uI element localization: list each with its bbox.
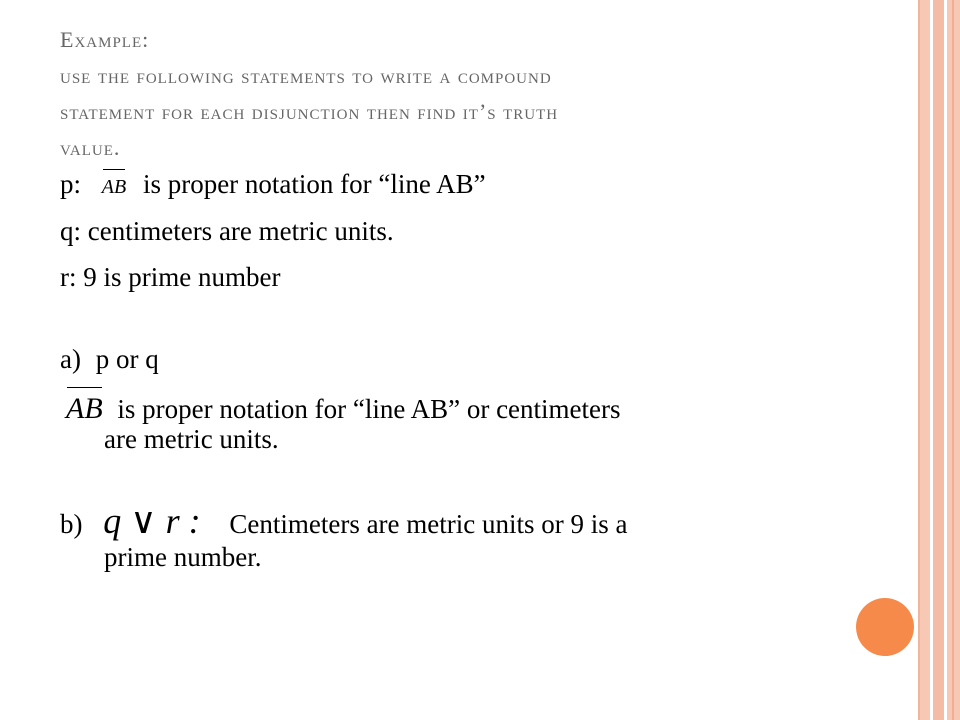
heading-line: statement for each disjunction then find it’s truth (60, 99, 559, 124)
part-a-answer-line2: are metric units. (104, 424, 279, 454)
slide-heading (60, 22, 820, 166)
part-a-answer-text: is proper notation for “line AB” or centimeters (117, 394, 621, 424)
accent-circle (856, 598, 914, 656)
part-a-label: a) (60, 344, 81, 374)
heading-line: value. (60, 135, 121, 160)
segment-ab-notation: AB (102, 168, 126, 199)
heading-title: Example: (60, 27, 150, 52)
statement-p (60, 168, 486, 200)
statement-p-label: p: (60, 169, 82, 199)
heading-line: use the following statements to write a compound (60, 63, 552, 88)
statement-q: q: centimeters are metric units. (60, 216, 394, 246)
decorative-stripe (944, 0, 947, 720)
part-a-question (60, 344, 159, 375)
decorative-side-band-inner (933, 0, 944, 720)
decorative-stripe (918, 0, 920, 720)
segment-ab-notation: AB (66, 386, 103, 426)
part-b-answer-line2: prime number. (104, 542, 262, 572)
statement-r: r: 9 is prime number (60, 262, 281, 292)
decorative-stripe (952, 0, 954, 720)
disjunction-expression: q ∨ r : (103, 501, 201, 541)
statement-p-text: is proper notation for “line AB” (142, 169, 486, 199)
part-a-answer-line1 (66, 386, 621, 426)
part-a-expression: p or q (95, 344, 159, 374)
decorative-stripe (930, 0, 933, 720)
part-b-answer-text: Centimeters are metric units or 9 is a (229, 509, 628, 539)
part-b-label: b) (60, 509, 83, 539)
part-b-question (60, 500, 628, 542)
